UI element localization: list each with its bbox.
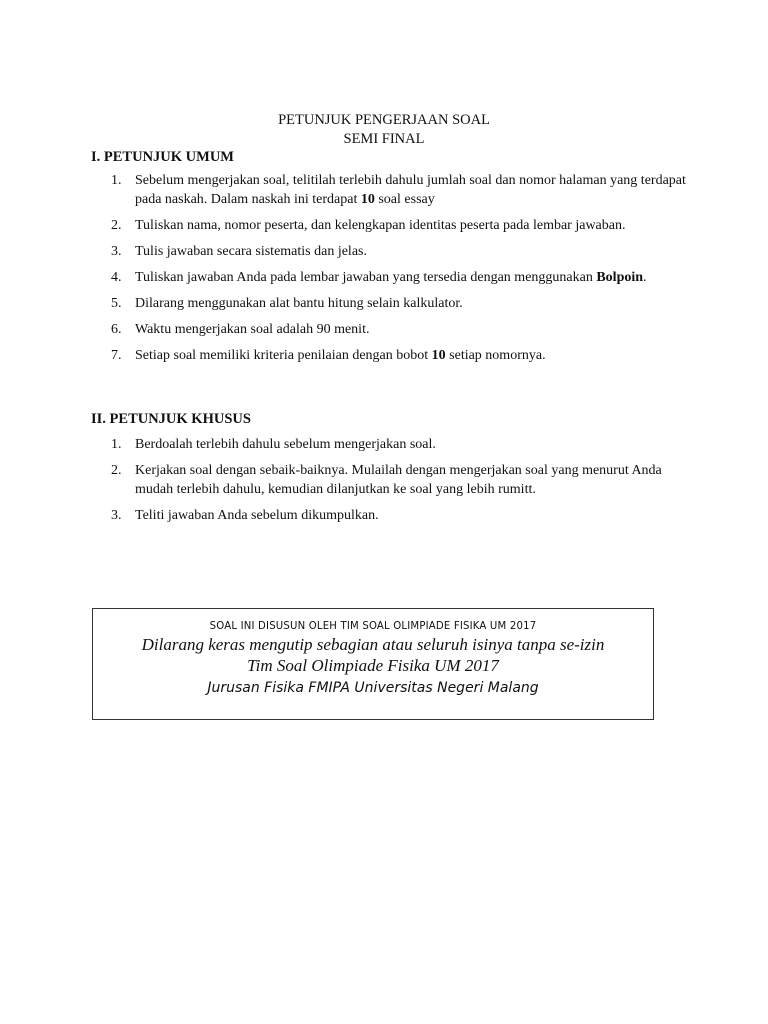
copyright-notice-box <box>92 608 654 720</box>
item-number: 1. <box>111 437 122 452</box>
notice-author-line: SOAL INI DISUSUN OLEH TIM SOAL OLIMPIADE FISIKA UM 2017 <box>209 619 537 632</box>
item-text: Teliti jawaban Anda sebelum dikumpulkan. <box>135 507 379 523</box>
item-number: 7. <box>111 347 122 363</box>
item-number: 5. <box>111 295 122 311</box>
list-item <box>91 217 691 236</box>
item-text-tail: . <box>643 269 647 285</box>
item-number: 3. <box>111 243 122 259</box>
section-heading-general: I. PETUNJUK UMUM <box>91 149 234 165</box>
list-item <box>91 321 691 340</box>
list-item <box>91 172 691 209</box>
section-heading-specific: II. PETUNJUK KHUSUS <box>91 411 251 427</box>
item-bold-text: 10 <box>360 191 375 207</box>
item-number: 1. <box>111 173 122 188</box>
item-text: Tuliskan nama, nomor peserta, dan kelengkapan identitas peserta pada lembar jawaban. <box>135 217 626 233</box>
list-item <box>91 462 691 499</box>
item-text: Setiap soal memiliki kriteria penilaian dengan bobot <box>135 347 432 363</box>
page-title: PETUNJUK PENGERJAAN SOAL <box>278 112 490 128</box>
item-text: Waktu mengerjakan soal adalah 90 menit. <box>135 321 370 337</box>
item-bold-text: 10 <box>431 347 446 363</box>
item-text-tail: soal essay <box>374 191 435 207</box>
general-instructions-list <box>91 172 691 373</box>
item-text-tail: setiap nomornya. <box>445 347 546 363</box>
list-item <box>91 269 691 288</box>
specific-instructions-list <box>91 436 691 533</box>
item-text: Berdoalah terlebih dahulu sebelum mengerjakan soal. <box>135 437 436 452</box>
item-bold-text: Bolpoin <box>596 269 644 285</box>
item-number: 2. <box>111 463 122 478</box>
list-item <box>91 295 691 314</box>
item-text: Kerjakan soal dengan sebaik-baiknya. Mulailah dengan mengerjakan soal yang menurut Anda mudah terlebih dahulu, kemudian dilanjutkan ke soal yang lebih rumitt. <box>135 463 662 497</box>
item-number: 2. <box>111 217 122 233</box>
item-number: 6. <box>111 321 122 337</box>
item-number: 4. <box>111 269 122 285</box>
item-text: Tuliskan jawaban Anda pada lembar jawaban yang tersedia dengan menggunakan <box>135 269 597 285</box>
list-item <box>91 436 691 455</box>
item-text: Tulis jawaban secara sistematis dan jelas. <box>135 243 367 259</box>
item-text: Dilarang menggunakan alat bantu hitung selain kalkulator. <box>135 295 463 311</box>
list-item <box>91 347 691 366</box>
notice-department-line: Jurusan Fisika FMIPA Universitas Negeri Malang <box>207 680 539 696</box>
item-number: 3. <box>111 507 122 523</box>
notice-warning-line: Dilarang keras mengutip sebagian atau seluruh isinya tanpa se-izin <box>141 635 605 654</box>
page-subtitle: SEMI FINAL <box>343 131 425 147</box>
list-item <box>91 507 691 526</box>
item-text: Sebelum mengerjakan soal, telitilah terlebih dahulu jumlah soal dan nomor halaman yang terdapat pada naskah. Dalam naskah ini terdapat <box>135 173 686 207</box>
list-item <box>91 243 691 262</box>
notice-team-line: Tim Soal Olimpiade Fisika UM 2017 <box>247 656 499 675</box>
